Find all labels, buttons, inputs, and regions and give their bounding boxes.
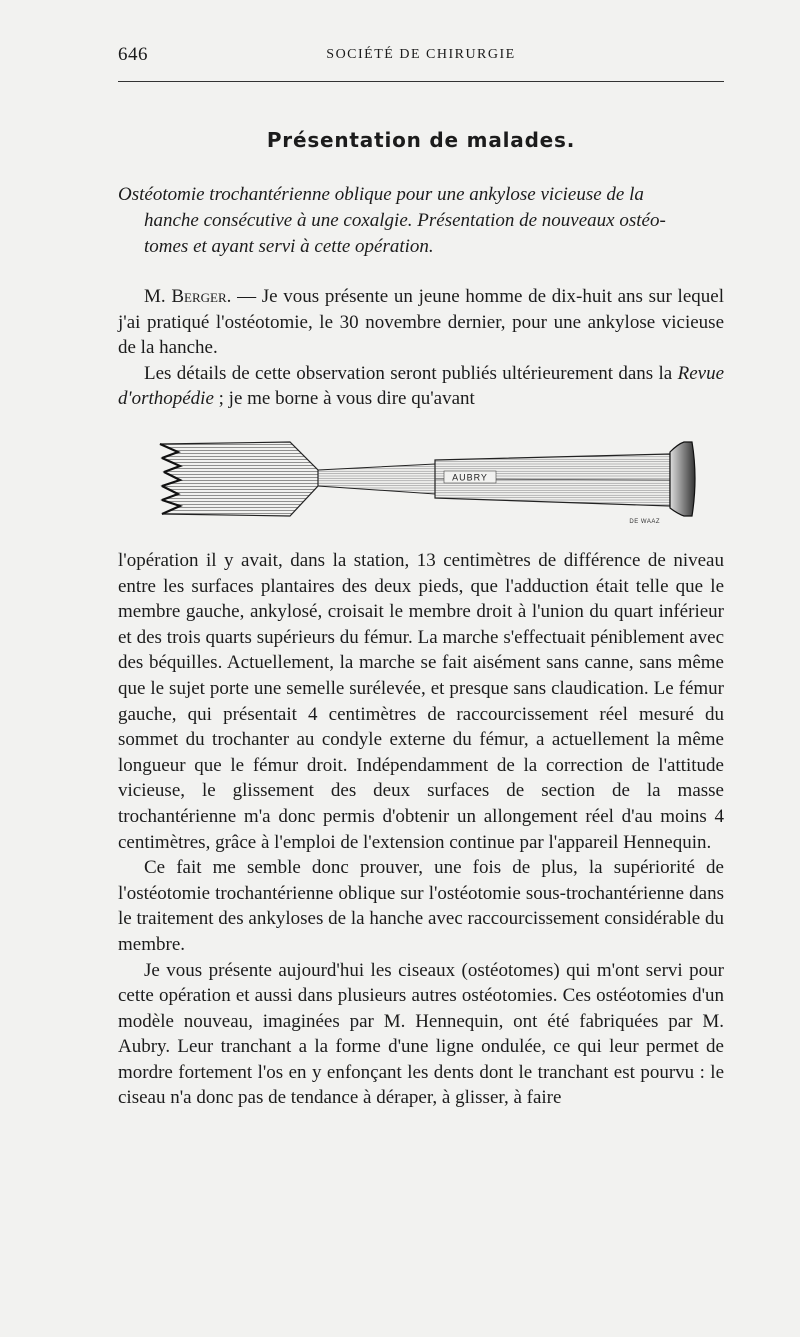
- article-subtitle: [118, 182, 724, 260]
- speaker-prefix: M.: [144, 286, 172, 307]
- paragraph-text: ; je me borne à vous dire qu'avant: [213, 388, 475, 410]
- osteotome-illustration: [150, 434, 700, 532]
- paragraph-text: Les détails de cette observation seront publiés ultérieurement dans la: [144, 362, 678, 384]
- body-text-before-figure: [118, 284, 724, 412]
- paragraph: [118, 284, 724, 361]
- paragraph: Ce fait me semble donc prouver, une fois de plus, la supériorité de l'ostéotomie trochantérienne oblique sur l'ostéotomie sous-trochantérienne dans le traitement des ankyloses de la hanche avec raccourcissement considérable du membre.: [118, 857, 724, 955]
- paragraph: [118, 361, 724, 412]
- speaker-name: Berger: [171, 286, 227, 307]
- body-text-after-figure: [118, 548, 724, 1111]
- paragraph-text: . — Je vous présente un jeune homme de dix-huit ans sur lequel j'ai pratiqué l'ostéotomie, le 30 novembre dernier, pour une ankylose vicieuse de la hanche.: [118, 286, 724, 359]
- journal-title: SOCIÉTÉ DE CHIRURGIE: [326, 47, 516, 62]
- maker-stamp: AUBRY: [452, 472, 488, 483]
- subtitle-line: Ostéotomie trochantérienne oblique pour une ankylose vicieuse de la: [118, 184, 644, 205]
- subtitle-line: tomes et ayant servi à cette opération.: [144, 236, 434, 257]
- paragraph: Je vous présente aujourd'hui les ciseaux (ostéotomes) qui m'ont servi pour cette opération et aussi dans plusieurs autres ostéotomies. Ces ostéotomies d'un modèle nouveau, imaginées par M. Hennequin, ont été fabriquées par M. Aubry. Leur tranchant a la forme d'une ligne ondulée, ce qui leur permet de mordre fortement l'os en y enfonçant les dents dont le tranchant est pourvu : le ciseau n'a donc pas de tendance à déraper, à glisser, à faire: [118, 959, 724, 1109]
- neck: [318, 464, 435, 494]
- section-heading: Présentation de malades.: [266, 128, 576, 152]
- journal-reference: Revue d'orthopédie: [118, 362, 724, 410]
- handle-cap: [670, 442, 695, 516]
- running-head: [118, 44, 724, 68]
- page-number: 646: [118, 44, 148, 65]
- engraver-signature: DE WAAZ: [629, 519, 660, 525]
- osteotome-drawing: [150, 434, 700, 532]
- paragraph: l'opération il y avait, dans la station, 13 centimètres de différence de niveau entre les surfaces plantaires des deux pieds, que l'adduction était telle que le membre gauche, ankylosé, croisait le membre droit à l'union du quart inférieur et des trois quarts supérieurs du fémur. La marche s'effectuait péniblement avec des béquilles. Actuellement, la marche se fait aisément sans canne, sans même que le sujet porte une semelle surélevée, et presque sans claudication. Le fémur gauche, qui présentait 4 centimètres de raccourcissement réel mesuré du sommet du trochanter au condyle externe du fémur, a actuellement la même longueur que le fémur droit. Indépendamment de la correction de l'attitude vicieuse, le glissement des deux surfaces de section de la masse trochantérienne m'a donc permis d'obtenir un allongement réel d'au moins 4 centimètres, grâce à l'emploi de l'extension continue par l'appareil Hennequin.: [118, 550, 724, 853]
- header-rule: [118, 81, 724, 82]
- blade: [160, 442, 318, 516]
- subtitle-line: hanche consécutive à une coxalgie. Présentation de nouveaux ostéo-: [144, 210, 666, 231]
